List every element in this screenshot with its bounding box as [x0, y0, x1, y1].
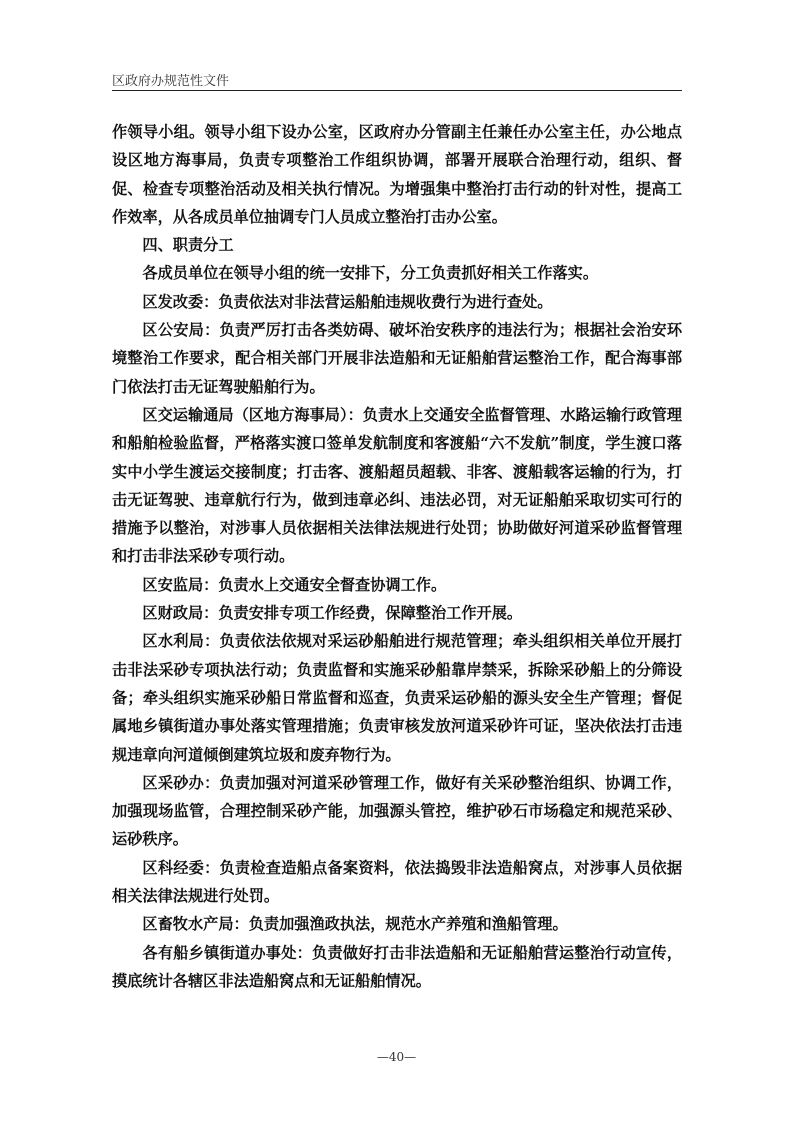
paragraph: 区畜牧水产局：负责加强渔政执法，规范水产养殖和渔船管理。	[142, 915, 568, 934]
paragraph: 区水利局：负责依法依规对采运砂船舶进行规范管理；牵头组织相关单位开展打击非法采砂专项执法行动；负责监督和实施采砂船靠岸禁采，拆除采砂船上的分筛设备；牵头组织实施采砂船日常监督和巡查，负责采运砂船的源头安全生产管理；督促属地乡镇街道办事处落实管理措施；负责审核发放河道采砂许可证，坚决依法打击违规违章向河道倾倒建筑垃圾和废弃物行为。	[112, 632, 682, 764]
paragraph: 区交运输通局（区地方海事局）：负责水上交通安全监督管理、水路运输行政管理和船舶检验监督，严格落实渡口签单发航制度和客渡船“六不发航”制度，学生渡口落实中小学生渡运交接制度；打击客、渡船超员超载、非客、渡船载客运输的行为，打击无证驾驶、违章航行行为，做到违章必纠、违法必罚，对无证船舶采取切实可行的措施予以整治，对涉事人员依据相关法律法规进行处罚；协助做好河道采砂监督管理和打击非法采砂专项行动。	[112, 405, 682, 566]
paragraph: 区发改委：负责依法对非法营运船舶违规收费行为进行查处。	[142, 292, 553, 311]
paragraph-continuation: 作领导小组。领导小组下设办公室，区政府办分管副主任兼任办公室主任，办公地点设区地方海事局，负责专项整治工作组织协调，部署开展联合治理行动，组织、督促、检查专项整治活动及相关执行情况。为增强集中整治打击行动的针对性，提高工作效率，从各成员单位抽调专门人员成立整治打击办公室。	[112, 123, 682, 226]
paragraph: 区科经委：负责检查造船点备案资料，依法捣毁非法造船窝点，对涉事人员依据相关法律法规进行处罚。	[112, 858, 682, 906]
paragraph: 区采砂办：负责加强对河道采砂管理工作，做好有关采砂整治组织、协调工作，加强现场监管，合理控制采砂产能，加强源头管控，维护砂石市场稳定和规范采砂、运砂秩序。	[112, 773, 682, 849]
paragraph: 各有船乡镇街道办事处：负责做好打击非法造船和无证船舶营运整治行动宣传，摸底统计各辖区非法造船窝点和无证船舶情况。	[112, 943, 682, 990]
paragraph: 区财政局：负责安排专项工作经费，保障整治工作开展。	[142, 604, 523, 623]
document-body	[112, 118, 682, 995]
paragraph: 区安监局：负责水上交通安全督查协调工作。	[142, 575, 447, 594]
document-header: 区政府办规范性文件	[112, 74, 230, 89]
section-heading: 四、职责分工	[142, 236, 234, 255]
page-number: —40—	[376, 1050, 417, 1064]
header-divider	[112, 90, 682, 91]
paragraph: 各成员单位在领导小组的统一安排下，分工负责抓好相关工作落实。	[142, 264, 599, 283]
paragraph: 区公安局：负责严厉打击各类妨碍、破坏治安秩序的违法行为；根据社会治安环境整治工作要求，配合相关部门开展非法造船和无证船舶营运整治工作，配合海事部门依法打击无证驾驶船舶行为。	[112, 321, 682, 396]
